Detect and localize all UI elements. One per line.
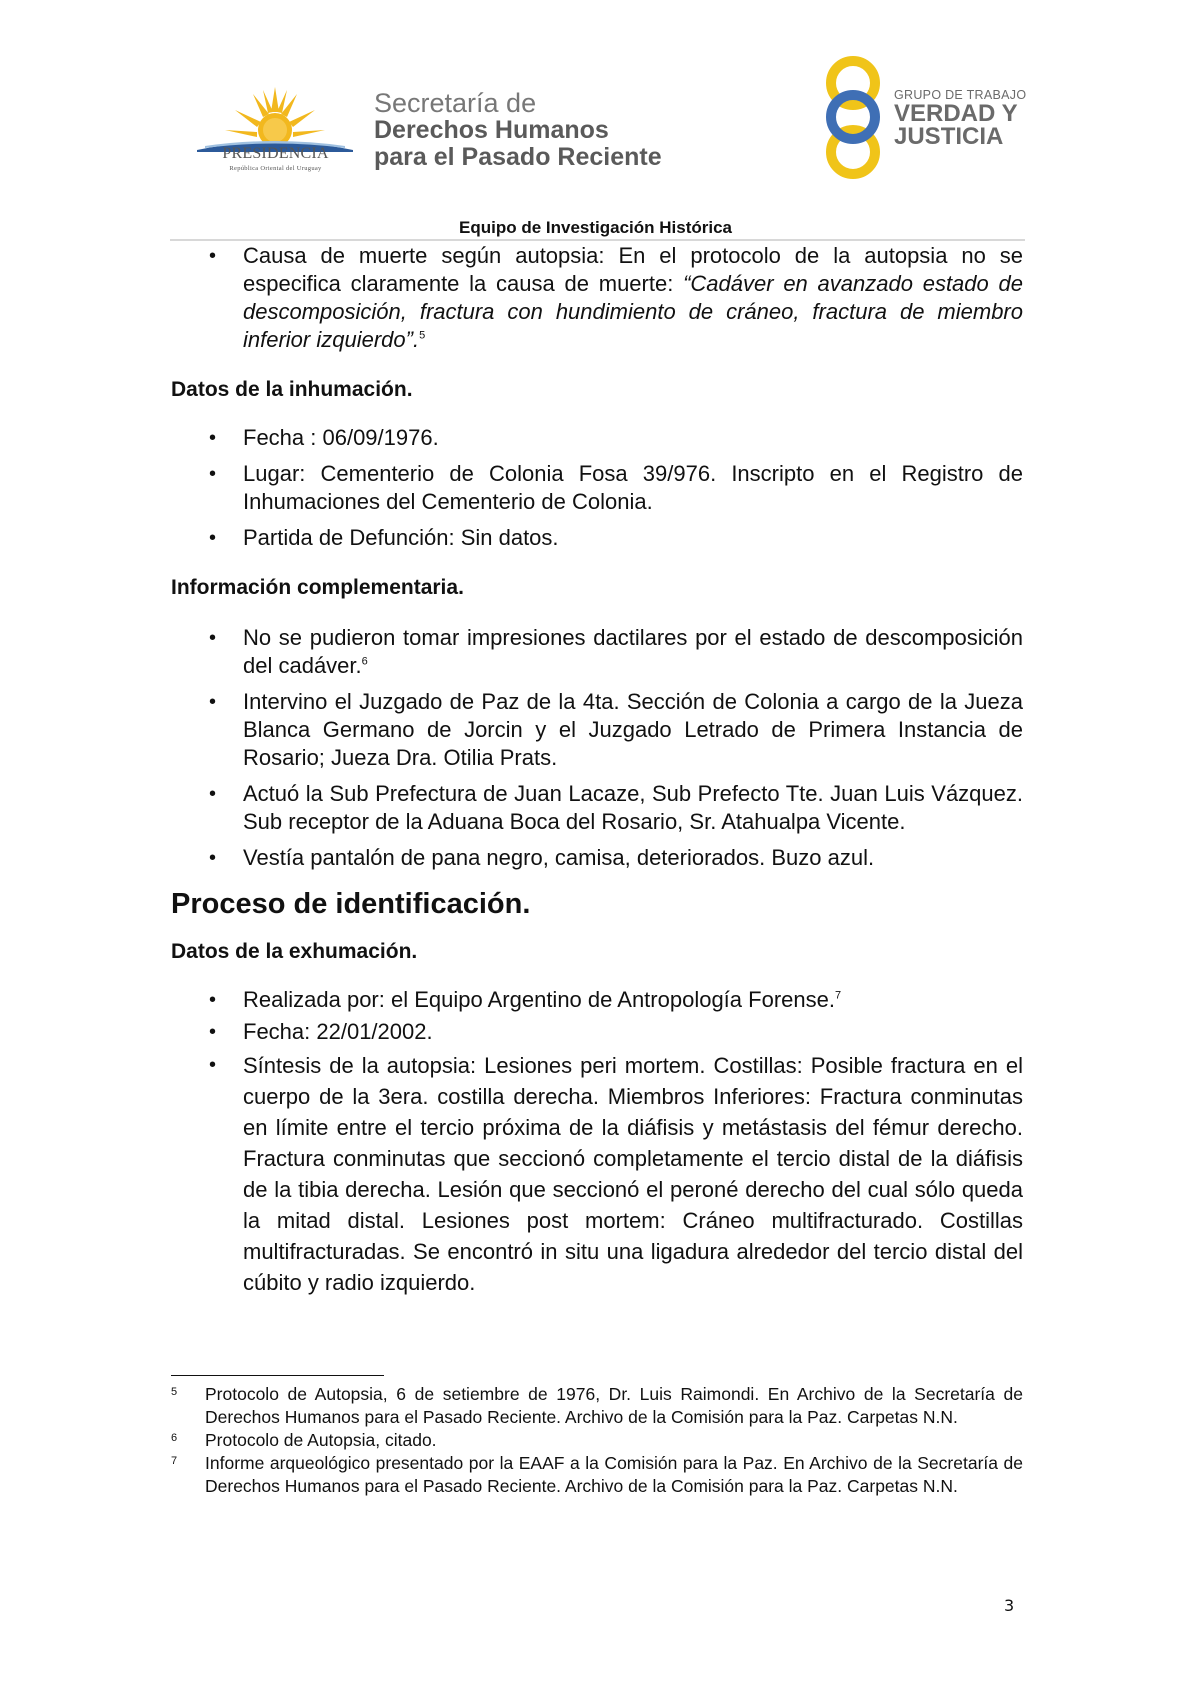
list-item: • Fecha: 22/01/2002. [171,1018,1023,1046]
footnote-7 [171,1452,1023,1498]
list-item: • Vestía pantalón de pana negro, camisa, deteriorados. Buzo azul. [171,844,1023,872]
footnote-text: Protocolo de Autopsia, 6 de setiembre de 1976, Dr. Luis Raimondi. En Archivo de la Secretaría de Derechos Humanos para el Pasado Reciente. Archivo de la Comisión para la Paz. Carpetas N.N. [205,1384,1023,1427]
presidencia-subtitle: República Oriental del Uruguay [229,165,322,172]
sun-emblem-icon [195,82,355,152]
section-heading-complementaria: Información complementaria. [171,576,464,599]
footnotes [171,1383,1023,1498]
list-item: • Fecha : 06/09/1976. [171,424,1023,452]
footnote-text: Protocolo de Autopsia, citado. [205,1430,437,1450]
secretaria-line1: Secretaría de [374,88,537,118]
footnote-5 [171,1383,1023,1429]
footnote-ref-6[interactable]: 6 [361,655,368,668]
footnote-number: 7 [171,1455,178,1467]
presidencia-logo-text [198,145,353,172]
list-item: • Actuó la Sub Prefectura de Juan Lacaze, Sub Prefecto Tte. Juan Luis Vázquez. Sub receptor de la Aduana Boca del Rosario, Sr. Atahualpa Vicente. [171,780,1023,836]
complementaria-list [171,624,1023,872]
verdad-justicia-text [894,88,1026,148]
causa-quote: “Cadáver en avanzado estado de descomposición, fractura con hundimiento de cráneo, fractura de miembro inferior izquierdo”. [243,271,1023,352]
secretaria-line3: para el Pasado Reciente [374,143,662,171]
list-item: • Síntesis de la autopsia: Lesiones peri mortem. Costillas: Posible fractura en el cuerpo de la 3era. costilla derecha. Miembros Inferiores: Fractura conminutas en límite entre el tercio próxima de la diáfisis y metástasis del fémur derecho. Fractura conminutas que seccionó completamente el tercio distal de la diáfisis de la tibia derecha. Lesión que seccionó el peroné derecho del cual sólo queda la mitad distal. Lesiones post mortem: Cráneo multifracturado. Costillas multifracturadas. Se encontró in situ una ligadura alrededor del tercio distal del cúbito y radio izquierdo. [171,1050,1023,1298]
secretaria-logo-text [374,90,662,171]
footnote-6 [171,1429,1023,1452]
inhumacion-list [171,424,1023,552]
footnote-ref-5[interactable]: 5 [419,329,426,342]
list-item-text: Realizada por: el Equipo Argentino de Antropología Forense. [243,987,835,1012]
footnote-number: 5 [171,1386,178,1398]
footnote-separator [171,1375,384,1376]
causa-list [171,242,1023,354]
footnote-ref-7[interactable]: 7 [834,989,842,1002]
list-item: • Intervino el Juzgado de Paz de la 4ta. Sección de Colonia a cargo de la Jueza Blanca Germano de Jorcin y el Juzgado Letrado de Primera Instancia de Rosario; Jueza Dra. Otilia Prats. [171,688,1023,772]
interlocked-rings-icon [818,55,888,180]
list-item [171,624,1023,680]
justicia-label: JUSTICIA [894,123,1004,150]
header-divider [170,239,1025,241]
page-number: 3 [1004,1596,1015,1615]
footnote-text: Informe arqueológico presentado por la EAAF a la Comisión para la Paz. En Archivo de la Secretaría de Derechos Humanos para el Pasado Reciente. Archivo de la Comisión para la Paz. Carpetas N.N. [205,1453,1023,1496]
list-item-causa [171,242,1023,354]
causa-prefix: Causa de muerte según autopsia: En el protocolo de la autopsia no se especifica claramente la causa de muerte: [243,243,1023,296]
list-item-text: No se pudieron tomar impresiones dactilares por el estado de descomposición del cadáver. [243,625,1023,678]
verdad-justicia-logo [818,55,888,180]
list-item: • Lugar: Cementerio de Colonia Fosa 39/976. Inscripto en el Registro de Inhumaciones del Cementerio de Colonia. [171,460,1023,516]
section-heading-exhumacion: Datos de la exhumación. [171,940,418,963]
secretaria-line2: Derechos Humanos [374,116,609,144]
footnote-number: 6 [171,1432,178,1444]
verdad-label: VERDAD Y [894,100,1018,127]
list-item: • Partida de Defunción: Sin datos. [171,524,1023,552]
presidencia-title: PRESIDENCIA [222,145,329,162]
section-heading-proceso: Proceso de identificación. [171,888,531,920]
exhumacion-list [171,986,1023,1298]
page-content [171,242,1023,1298]
grupo-label: GRUPO DE TRABAJO [894,88,1027,102]
team-title: Equipo de Investigación Histórica [459,218,732,237]
section-heading-inhumacion: Datos de la inhumación. [171,378,413,401]
list-item [171,986,1023,1014]
